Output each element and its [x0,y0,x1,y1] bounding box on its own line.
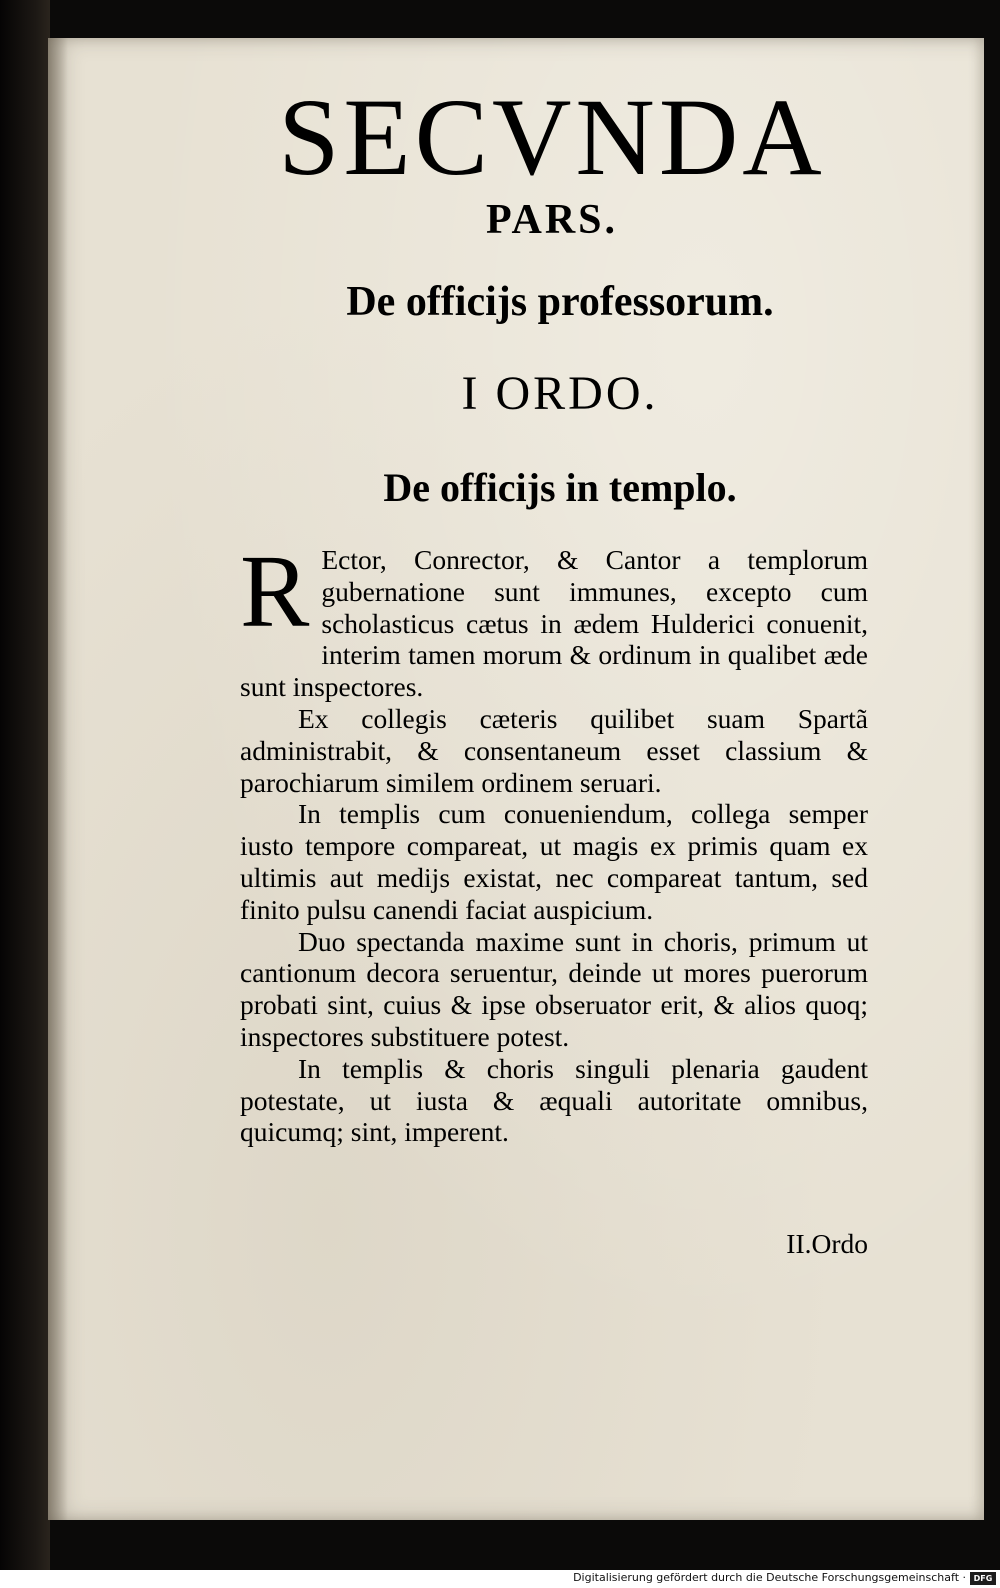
catchword: II.Ordo [786,1228,868,1259]
paragraph-1 [240,534,868,703]
paragraph-4: Duo spectanda maxime sunt in choris, primum ut cantionum decora seruentur, deinde ut mores puerorum probati sint, cuius & ipse obseruator erit, & alios quoq; inspectores substituere potest. [240,925,868,1052]
drop-cap: R [240,534,310,649]
dfg-logo-icon: DFG [970,1572,996,1585]
page-spine-shadow [48,38,68,1520]
section-heading-officijs-templo: De officijs in templo. [383,465,737,510]
body-text [240,534,868,1148]
book-edge [0,0,50,1570]
section-heading-officijs-professorum: De officijs professorum. [346,279,774,325]
page-subtitle: PARS. [485,197,619,243]
page-title: SECVNDA [278,76,826,198]
paragraph-1-text: Ector, Conrector, & Cantor a templorum gubernatione sunt immunes, excepto cum scholasticus cætus in ædem Hulderici conuenit, interim tamen morum & ordinum in qualibet æde sunt inspectores. [240,544,868,703]
footer-bar [0,1570,1000,1588]
paragraph-2: Ex collegis cæteris quilibet suam Spartã administrabit, & consentaneum esset classium & parochiarum similem ordinem seruari. [240,702,868,798]
section-heading-ordo: I ORDO. [461,367,659,420]
paragraph-3: In templis cum conueniendum, collega semper iusto tempore compareat, ut magis ex primis quam ex ultimis aut medijs existat, nec compareat tantum, sed finito pulsu canendi faciat auspicium. [240,798,868,925]
footer-credit: Digitalisierung gefördert durch die Deutsche Forschungsgemeinschaft · [573,1571,966,1584]
paragraph-5: In templis & choris singuli plenaria gaudent potestate, ut iusta & æquali autoritate omnibus, quicumq; sint, imperent. [240,1052,868,1148]
